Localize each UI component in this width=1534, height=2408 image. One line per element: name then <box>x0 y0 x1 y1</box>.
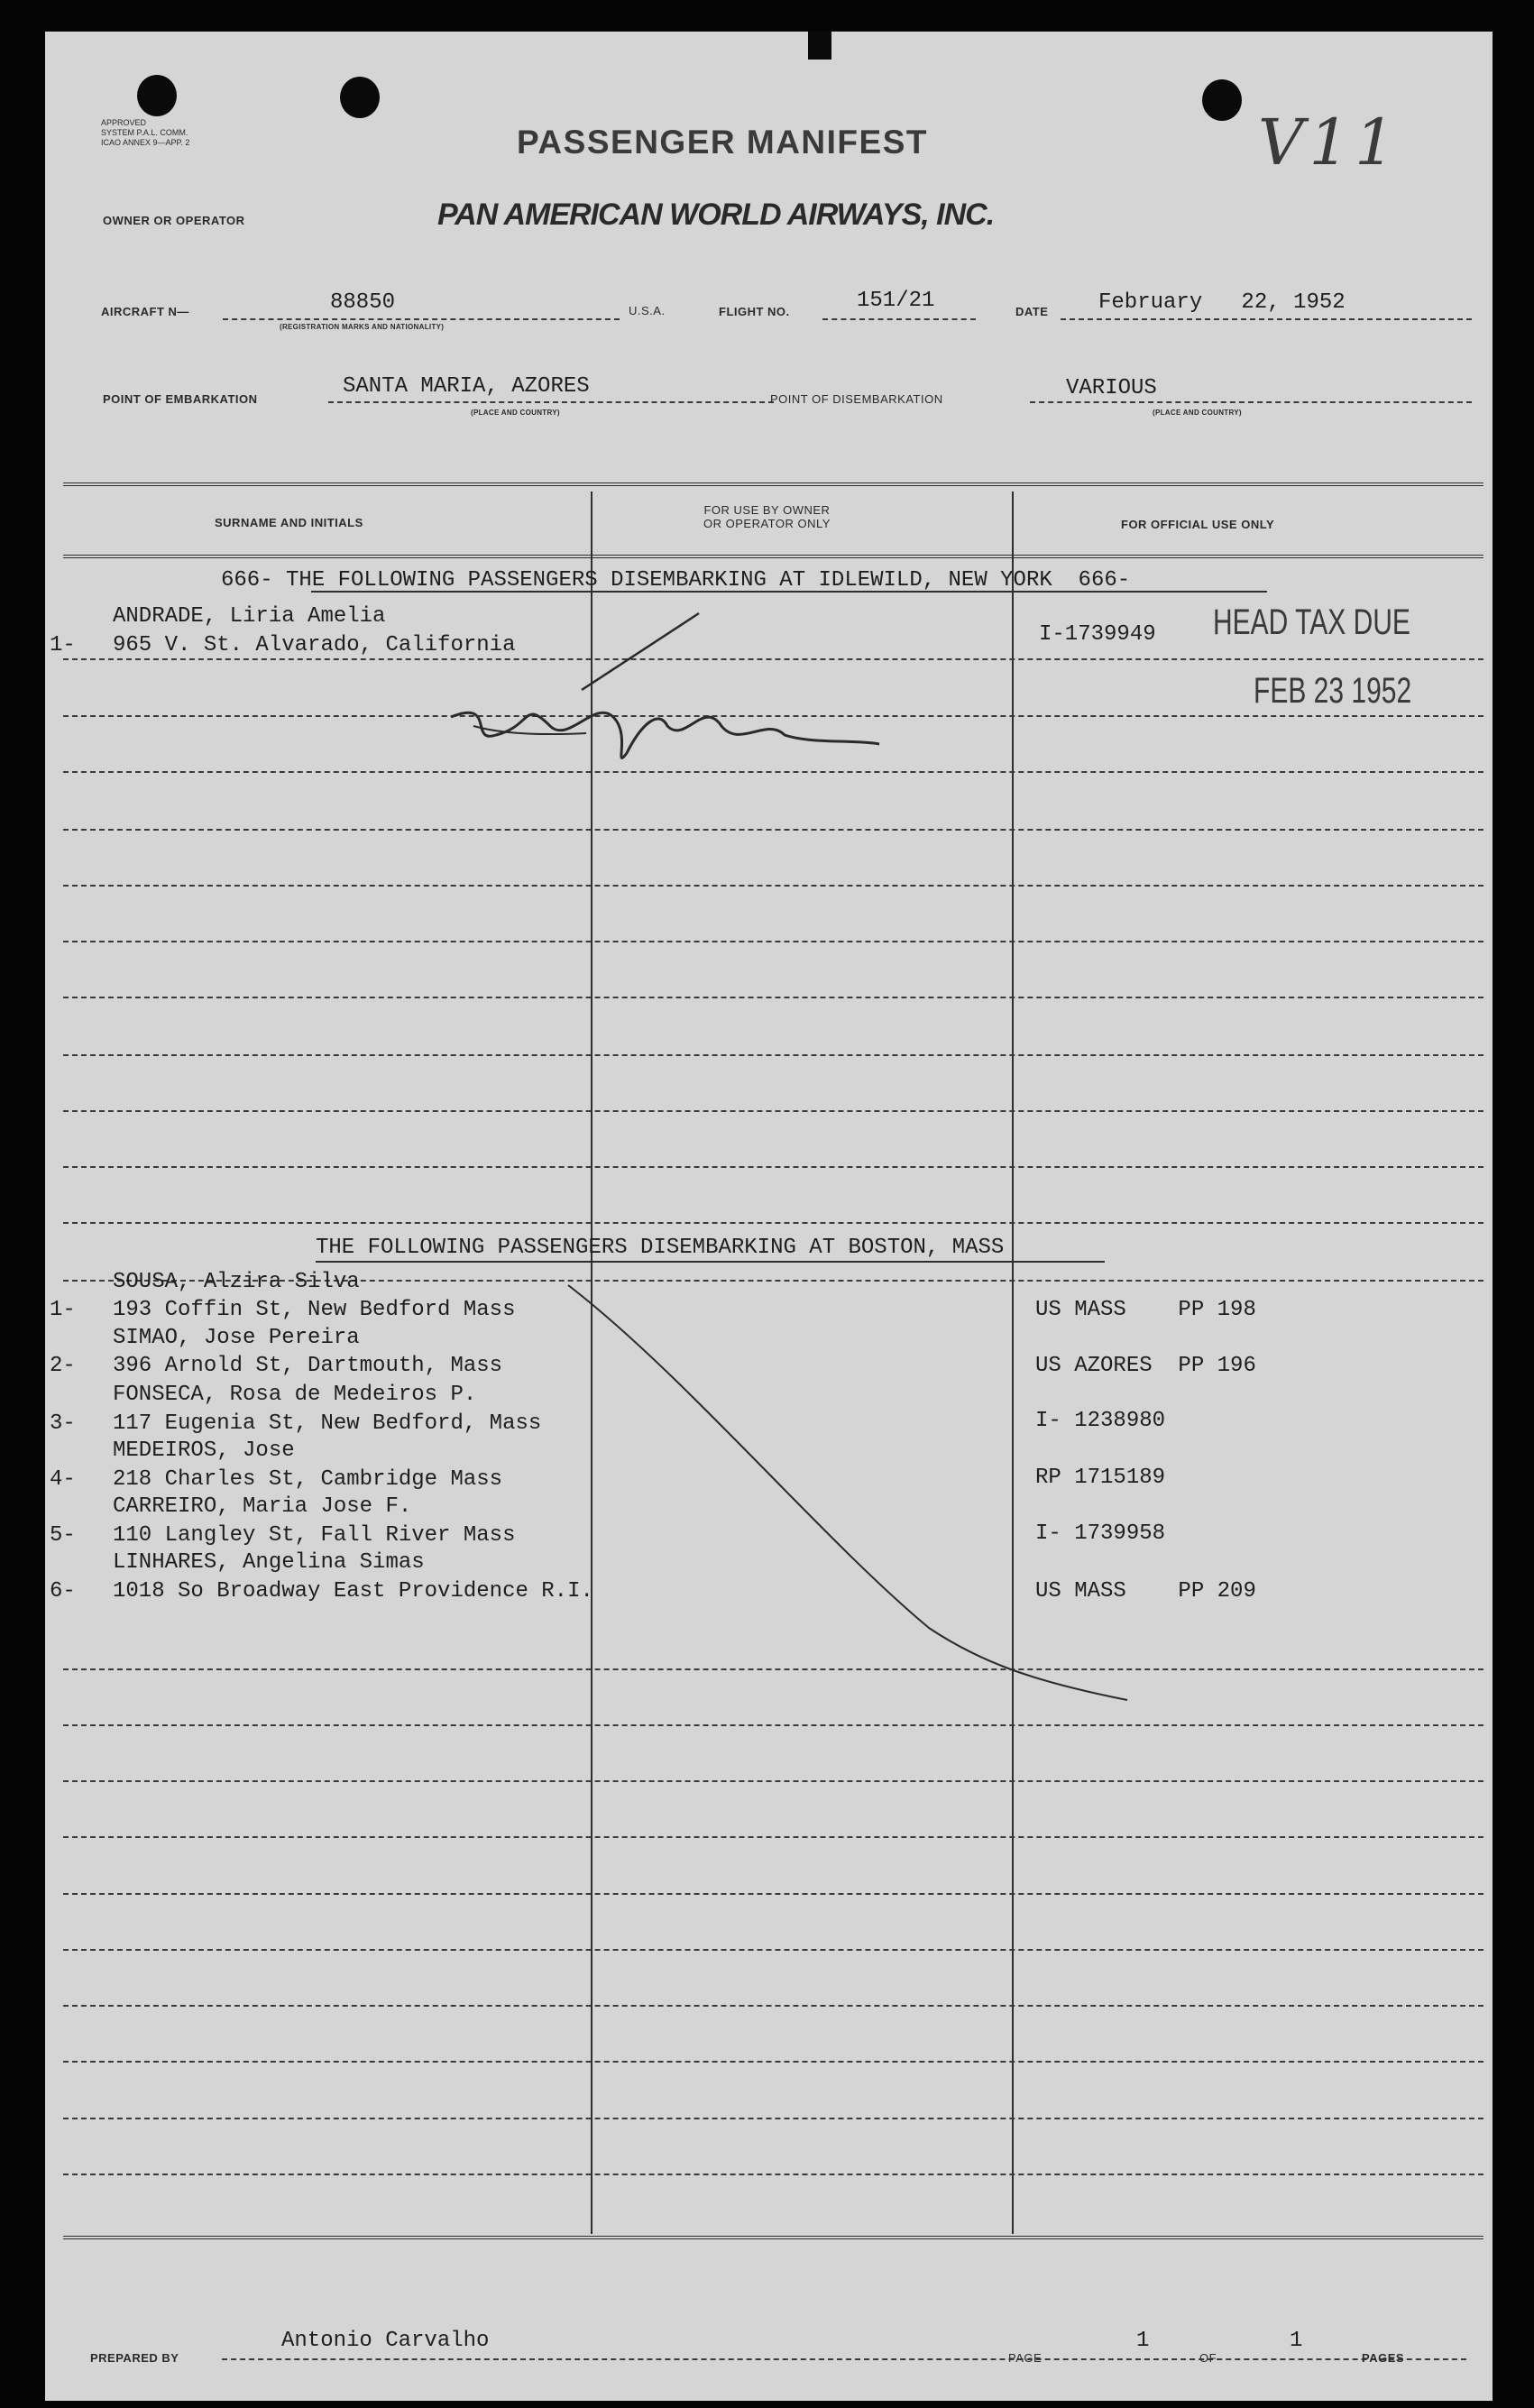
punch-hole-center <box>340 77 380 118</box>
embarkation-label: POINT OF EMBARKATION <box>103 392 258 406</box>
date-label: DATE <box>1015 305 1049 318</box>
passenger-official-entry: US MASS PP 198 <box>1035 1298 1256 1322</box>
passenger-official-entry: I-1739949 <box>1039 622 1156 647</box>
pen-stroke <box>550 1267 1145 1718</box>
table-bottom-rule <box>63 2236 1483 2239</box>
flight-date: February 22, 1952 <box>1098 290 1346 315</box>
passenger-number: 4- <box>50 1467 76 1492</box>
passenger-address: 1018 So Broadway East Providence R.I. <box>113 1579 593 1604</box>
date-received-stamp: FEB 23 1952 <box>1254 671 1412 711</box>
top-clip-mark <box>808 32 831 60</box>
disembarkation-value: VARIOUS <box>1066 376 1157 400</box>
pages-label: PAGES <box>1362 2351 1405 2365</box>
manifest-sheet <box>45 32 1493 2401</box>
date-underline <box>1061 318 1472 320</box>
passenger-name: FONSECA, Rosa de Medeiros P. <box>113 1383 477 1407</box>
section-heading-idlewild: 666- THE FOLLOWING PASSENGERS DISEMBARKING AT IDLEWILD, NEW YORK 666- <box>221 568 1131 593</box>
embark-underline <box>328 401 774 403</box>
passenger-official-entry: US AZORES PP 196 <box>1035 1354 1256 1378</box>
punch-hole-left <box>137 75 177 116</box>
page-number: 1 <box>1136 2329 1150 2353</box>
column-header-owner-use: FOR USE BY OWNER OR OPERATOR ONLY <box>703 503 831 530</box>
passenger-number: 1- <box>50 633 76 657</box>
passenger-official-entry: RP 1715189 <box>1035 1466 1166 1490</box>
aircraft-sublabel: (REGISTRATION MARKS AND NATIONALITY) <box>280 323 445 331</box>
aircraft-number: 88850 <box>330 290 396 315</box>
owner-operator-name: PAN AMERICAN WORLD AIRWAYS, INC. <box>437 198 995 232</box>
passenger-address: 965 V. St. Alvarado, California <box>113 633 516 657</box>
passenger-number: 6- <box>50 1579 76 1604</box>
passenger-number: 3- <box>50 1411 76 1436</box>
passenger-number: 5- <box>50 1523 76 1548</box>
section-heading-boston: THE FOLLOWING PASSENGERS DISEMBARKING AT BOSTON, MASS <box>316 1236 1005 1260</box>
aircraft-label: AIRCRAFT N— <box>101 305 189 318</box>
signature-scrawl <box>388 591 911 789</box>
passenger-address: 110 Langley St, Fall River Mass <box>113 1523 516 1548</box>
prepared-by-label: PREPARED BY <box>90 2351 179 2365</box>
footer-underline <box>222 2358 1466 2360</box>
punch-hole-right <box>1202 79 1242 121</box>
boston-heading-underline <box>316 1261 1105 1263</box>
passenger-number: 1- <box>50 1298 76 1322</box>
approval-note: APPROVED SYSTEM P.A.L. COMM. ICAO ANNEX 9—APP. 2 <box>101 118 190 147</box>
passenger-name: MEDEIROS, Jose <box>113 1438 295 1463</box>
table-header-rule <box>63 555 1483 558</box>
total-pages: 1 <box>1290 2329 1303 2353</box>
passenger-address: 218 Charles St, Cambridge Mass <box>113 1467 503 1492</box>
disembarkation-sublabel: (PLACE AND COUNTRY) <box>1153 409 1242 417</box>
table-top-rule <box>63 483 1483 486</box>
disembarkation-label: POINT OF DISEMBARKATION <box>770 392 943 406</box>
aircraft-underline <box>223 318 620 320</box>
head-tax-due-stamp: HEAD TAX DUE <box>1213 602 1410 642</box>
embarkation-value: SANTA MARIA, AZORES <box>343 374 590 399</box>
manifest-title: PASSENGER MANIFEST <box>517 124 928 161</box>
passenger-address: 117 Eugenia St, New Bedford, Mass <box>113 1411 542 1436</box>
passenger-official-entry: US MASS PP 209 <box>1035 1579 1256 1604</box>
passenger-official-entry: I- 1739958 <box>1035 1521 1166 1546</box>
corner-handwritten-mark: V11 <box>1258 106 1401 179</box>
passenger-name: SOUSA, Alzira Silva <box>113 1270 360 1294</box>
passenger-name: ANDRADE, Liria Amelia <box>113 604 386 629</box>
flight-underline <box>822 318 976 320</box>
embarkation-sublabel: (PLACE AND COUNTRY) <box>471 409 560 417</box>
flight-number: 151/21 <box>857 289 935 313</box>
passenger-address: 193 Coffin St, New Bedford Mass <box>113 1298 516 1322</box>
disembark-underline <box>1030 401 1472 403</box>
passenger-address: 396 Arnold St, Dartmouth, Mass <box>113 1354 503 1378</box>
page-label: PAGE <box>1008 2351 1043 2365</box>
owner-operator-label: OWNER OR OPERATOR <box>103 214 245 227</box>
country-label: U.S.A. <box>629 304 666 317</box>
passenger-number: 2- <box>50 1354 76 1378</box>
of-label: OF <box>1199 2351 1217 2365</box>
column-header-official: FOR OFFICIAL USE ONLY <box>1121 518 1275 531</box>
flight-number-label: FLIGHT NO. <box>719 305 790 318</box>
column-header-surname: SURNAME AND INITIALS <box>215 516 363 529</box>
passenger-name: LINHARES, Angelina Simas <box>113 1550 425 1575</box>
passenger-official-entry: I- 1238980 <box>1035 1409 1166 1433</box>
prepared-by-value: Antonio Carvalho <box>281 2329 490 2353</box>
passenger-name: CARREIRO, Maria Jose F. <box>113 1494 412 1519</box>
passenger-name: SIMAO, Jose Pereira <box>113 1326 360 1350</box>
